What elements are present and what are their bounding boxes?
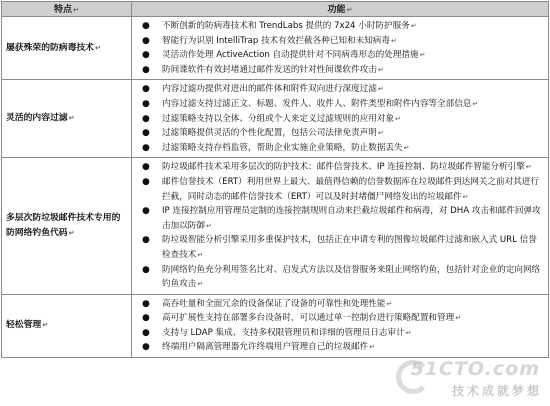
feature-label: 屡获殊荣的防病毒技术 [6, 42, 94, 53]
list-item-text: 防垃圾邮件技术采用多层次的防护技术：邮件信誉技术、IP 连接控制、防垃圾邮件智能分析引擎 [162, 162, 525, 173]
list-item [136, 311, 542, 326]
feature-label: 灵活的内容过滤 [6, 113, 68, 124]
bullet-icon: ● [142, 142, 150, 153]
return-mark: ↵ [405, 328, 412, 337]
list-item [136, 204, 542, 233]
list-item [136, 326, 542, 341]
function-list [136, 297, 542, 355]
feature-label: 多层次防垃圾邮件技术专用的防网络钓鱼代码 [6, 213, 121, 239]
list-item-text: 内容过滤支持过滤正文、标题、发件人、收件人、附件类型和附件内容等全部信息 [162, 98, 472, 109]
function-cell [132, 294, 549, 357]
function-cell [132, 80, 549, 158]
list-item-text: 终端用户隔离管理器允许终端用户管理自己的垃圾邮件 [162, 342, 369, 353]
watermark-slogan: 技术成就梦想 [451, 384, 542, 398]
function-list [136, 160, 542, 291]
list-item [136, 82, 542, 97]
header-function-label: 功能 [327, 5, 346, 15]
list-item-text: 防间谍软件有效封堵通过邮件发送的针对性间谍软件攻击 [162, 64, 377, 75]
list-item-text: 灵活动作处理 ActiveAction 自动提供针对不同病毒形态的处理措施 [162, 50, 419, 61]
bullet-icon: ● [142, 98, 150, 109]
feature-cell [2, 17, 132, 80]
feature-label: 轻松管理 [6, 320, 42, 331]
list-item [136, 97, 542, 112]
watermark-domain: 51CTO.com [410, 358, 540, 380]
return-mark: ↵ [395, 114, 401, 123]
list-item [136, 141, 542, 156]
return-mark: ↵ [42, 321, 49, 330]
list-item [136, 19, 542, 34]
bullet-icon: ● [142, 327, 150, 338]
function-list [136, 19, 542, 77]
list-item-text: 过滤策略支持以全体、分组或个人来定义过滤规则的应用对象 [162, 113, 395, 124]
header-feature [2, 2, 132, 17]
bullet-icon: ● [142, 298, 150, 309]
return-mark: ↵ [419, 51, 426, 60]
bullet-icon: ● [142, 64, 150, 75]
return-mark: ↵ [197, 250, 204, 259]
bullet-icon: ● [142, 235, 150, 246]
return-mark: ↵ [390, 36, 397, 45]
list-item-text: 高吞吐量和全面冗余的设备保证了设备的可靠性和处理性能 [162, 298, 386, 309]
return-mark: ↵ [205, 221, 212, 230]
return-mark: ↵ [377, 129, 384, 138]
list-item [136, 340, 542, 355]
return-mark: ↵ [369, 343, 376, 352]
return-mark: ↵ [472, 99, 479, 108]
table-header-row [2, 2, 549, 17]
return-mark: ↵ [68, 114, 75, 123]
return-mark: ↵ [346, 6, 353, 14]
return-mark: ↵ [197, 280, 204, 289]
list-item [136, 233, 542, 262]
table-row [2, 158, 549, 294]
return-mark: ↵ [377, 65, 384, 74]
return-mark: ↵ [403, 143, 410, 152]
list-item-text: 防垃圾智能分析引擎采用多重保护技术，包括正在申请专利的图像垃圾邮件过滤和嵌入式 URL 信誉检查技术 [162, 235, 537, 260]
list-item [136, 297, 542, 312]
table-row [2, 294, 549, 357]
bullet-icon: ● [142, 35, 150, 46]
bullet-icon: ● [142, 113, 150, 124]
list-item [136, 48, 542, 63]
list-item-text: 智能行为识别 IntelliTrap 技术有效拦截各种已知和未知病毒 [162, 35, 390, 46]
feature-cell [2, 158, 132, 294]
bullet-icon: ● [142, 162, 150, 173]
bullet-icon: ● [142, 84, 150, 95]
bullet-icon: ● [142, 176, 150, 187]
table-row [2, 80, 549, 158]
list-item-text: 过滤策略提供灵活的个性化配置，包括公司法律免责声明 [162, 128, 377, 139]
bullet-icon: ● [142, 50, 150, 61]
feature-table [1, 1, 549, 358]
return-mark: ↵ [377, 85, 384, 94]
bullet-icon: ● [142, 206, 150, 217]
list-item [136, 263, 542, 292]
list-item-text: IP 连接控制应用管理员定制的连接控制规则自动来拦截垃圾邮件和病毒，对 DHA 攻击和邮件回弹攻击加以防御 [162, 206, 541, 231]
feature-cell [2, 80, 132, 158]
bullet-icon: ● [142, 128, 150, 139]
bullet-icon: ● [142, 264, 150, 275]
feature-cell [2, 294, 132, 357]
bullet-icon: ● [142, 313, 150, 324]
table-row [2, 17, 549, 80]
return-mark: ↵ [68, 229, 75, 238]
list-item [136, 126, 542, 141]
return-mark: ↵ [462, 192, 469, 201]
return-mark: ↵ [73, 6, 79, 14]
return-mark: ↵ [386, 299, 393, 308]
return-mark: ↵ [525, 163, 532, 172]
function-cell [132, 158, 549, 294]
list-item-text: 过滤策略支持存档监管，帮助企业实施企业策略，防止数据丢失 [162, 142, 403, 153]
list-item-text: 防网络钓鱼充分利用签名比对、启发式方法以及信誉服务来阻止网络钓鱼，包括针对企业的定向网络钓鱼攻击 [162, 264, 541, 290]
list-item-text: 内容过滤功提供对进出的邮件体和附件双向进行深度过滤 [162, 84, 377, 95]
header-feature-label: 特点 [54, 5, 73, 15]
return-mark: ↵ [455, 314, 462, 323]
header-function [132, 2, 549, 17]
site-watermark [396, 358, 546, 402]
list-item [136, 63, 542, 78]
function-cell [132, 17, 549, 80]
list-item-text: 高可扩展性支持在部署多台设备时，可以通过单一控制台进行策略配置和管理 [162, 313, 455, 324]
list-item-text: 不断创新的防病毒技术和 TrendLabs 提供的 7x24 小时防护服务 [162, 21, 410, 31]
bullet-icon: ● [142, 21, 150, 31]
watermark-logo-icon [396, 360, 430, 394]
bullet-icon: ● [142, 342, 150, 353]
list-item-text: 邮件信誉技术（ERT）利用世界上最大、最值得信赖的信誉数据库在垃圾邮件到达网关之前对其进行拦截，同时动态的邮件信誉技术（ERT）可以及时封堵僵尸网络发出的垃圾邮件 [162, 176, 539, 202]
list-item [136, 112, 542, 127]
list-item [136, 175, 542, 204]
return-mark: ↵ [410, 22, 417, 30]
list-item [136, 160, 542, 175]
list-item-text: 支持与 LDAP 集成、支持多权限管理员和详细的管理员日志审计 [162, 327, 405, 338]
return-mark: ↵ [94, 43, 101, 52]
function-list [136, 82, 542, 155]
list-item [136, 34, 542, 49]
